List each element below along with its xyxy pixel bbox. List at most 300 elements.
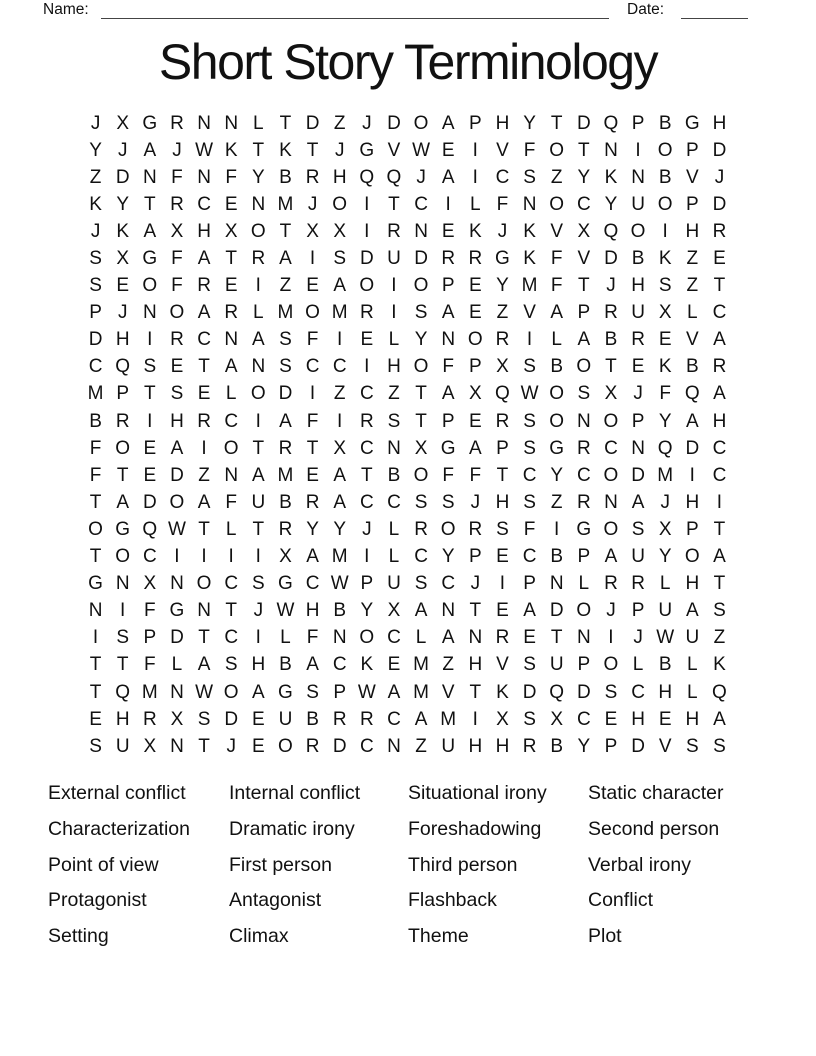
grid-letter: K — [116, 220, 130, 242]
grid-letter: K — [658, 356, 672, 378]
grid-letter: Z — [550, 166, 563, 188]
grid-letter: N — [468, 627, 483, 649]
grid-letter: T — [496, 464, 509, 486]
grid-letter: H — [115, 329, 130, 351]
grid-letter: F — [523, 518, 536, 540]
grid-letter: O — [305, 302, 320, 324]
grid-letter: X — [116, 112, 130, 134]
grid-letter: N — [387, 735, 401, 757]
grid-letter: D — [549, 600, 564, 622]
grid-letter: U — [278, 708, 293, 730]
grid-letter: O — [223, 437, 239, 459]
grid-letter: R — [170, 193, 184, 215]
grid-letter: S — [713, 735, 726, 757]
grid-letter: Z — [686, 275, 699, 297]
grid-letter: C — [712, 437, 727, 459]
grid-letter: B — [279, 166, 292, 188]
grid-letter: R — [441, 248, 456, 270]
grid-letter: O — [169, 302, 185, 324]
grid-letter: X — [143, 573, 157, 595]
grid-letter: R — [305, 491, 320, 513]
grid-letter: A — [441, 112, 455, 134]
grid-letter: E — [197, 383, 211, 405]
grid-letter: L — [578, 573, 590, 595]
grid-letter: J — [633, 383, 643, 405]
grid-letter: E — [387, 654, 401, 676]
grid-letter: C — [197, 329, 211, 351]
grid-letter: T — [605, 356, 617, 378]
grid-letter: N — [251, 193, 266, 215]
grid-letter: D — [142, 491, 157, 513]
grid-letter: N — [441, 600, 456, 622]
grid-letter: G — [684, 112, 700, 134]
grid-letter: O — [467, 329, 483, 351]
grid-letter: O — [413, 275, 429, 297]
grid-letter: R — [495, 329, 510, 351]
grid-letter: E — [306, 275, 319, 297]
grid-letter: Z — [89, 166, 102, 188]
grid-letter: V — [550, 220, 564, 242]
grid-letter: C — [88, 356, 103, 378]
grid-letter: J — [416, 166, 426, 188]
grid-letter: A — [631, 491, 645, 513]
grid-letter: A — [550, 302, 564, 324]
grid-letter: O — [549, 383, 565, 405]
grid-letter: P — [468, 356, 482, 378]
grid-letter: N — [142, 166, 157, 188]
grid-letter: R — [359, 708, 374, 730]
grid-letter: B — [89, 410, 102, 432]
word-list — [0, 776, 816, 966]
grid-letter: Q — [684, 383, 700, 405]
grid-letter: C — [576, 708, 591, 730]
grid-letter: S — [523, 437, 536, 459]
grid-letter: T — [252, 437, 265, 459]
grid-letter: X — [306, 220, 319, 242]
grid-letter: R — [170, 329, 184, 351]
grid-letter: O — [413, 464, 429, 486]
grid-letter: D — [387, 112, 401, 134]
grid-letter: B — [550, 546, 564, 568]
grid-letter: T — [415, 410, 427, 432]
grid-letter: K — [496, 681, 509, 703]
grid-letter: J — [497, 220, 508, 242]
grid-letter: A — [414, 708, 428, 730]
grid-letter: D — [712, 139, 727, 161]
grid-letter: N — [88, 600, 103, 622]
grid-letter: L — [171, 654, 183, 676]
grid-letter: P — [604, 735, 618, 757]
grid-letter: D — [685, 437, 700, 459]
word-list-item: Situational irony — [408, 782, 547, 804]
grid-letter: S — [496, 518, 509, 540]
grid-letter: Q — [386, 166, 402, 188]
grid-letter: S — [333, 248, 347, 270]
grid-letter: N — [604, 139, 618, 161]
grid-letter: X — [279, 546, 292, 568]
grid-letter: L — [388, 546, 400, 568]
grid-letter: O — [576, 600, 592, 622]
grid-letter: Y — [414, 329, 428, 351]
grid-letter: O — [657, 193, 673, 215]
grid-letter: I — [635, 139, 641, 161]
grid-letter: U — [115, 735, 130, 757]
grid-letter: T — [279, 220, 292, 242]
grid-letter: I — [364, 356, 370, 378]
grid-letter: J — [633, 627, 643, 649]
grid-letter: U — [631, 546, 645, 568]
date-label: Date: — [627, 1, 665, 18]
page-title: Short Story Terminology — [158, 34, 658, 90]
grid-letter: S — [523, 410, 536, 432]
grid-letter: E — [360, 329, 374, 351]
grid-letter: U — [549, 654, 564, 676]
grid-letter: D — [604, 248, 618, 270]
grid-letter: T — [225, 600, 237, 622]
grid-letter: B — [604, 329, 618, 351]
grid-letter: P — [685, 518, 699, 540]
grid-letter: O — [88, 518, 103, 540]
grid-letter: R — [197, 275, 211, 297]
grid-letter: M — [521, 275, 538, 297]
word-list-item: Antagonist — [229, 889, 322, 912]
grid-letter: A — [197, 248, 211, 270]
grid-letter: Q — [495, 383, 510, 405]
grid-letter: L — [687, 681, 698, 703]
grid-letter: H — [631, 275, 645, 297]
grid-letter: W — [195, 139, 214, 161]
grid-letter: P — [577, 654, 591, 676]
grid-letter: J — [334, 139, 345, 161]
grid-letter: M — [277, 464, 294, 486]
word-list-column — [48, 776, 190, 955]
grid-letter: O — [359, 275, 375, 297]
grid-letter: N — [170, 735, 184, 757]
grid-letter: Z — [550, 491, 563, 513]
grid-letter: J — [606, 600, 616, 622]
grid-letter: B — [333, 600, 347, 622]
grid-letter: T — [89, 546, 102, 568]
grid-letter: R — [305, 166, 320, 188]
grid-letter: F — [469, 464, 482, 486]
grid-letter: V — [523, 302, 536, 324]
grid-letter: X — [414, 437, 428, 459]
grid-letter: X — [604, 383, 618, 405]
grid-letter: N — [224, 464, 239, 486]
grid-letter: F — [89, 464, 102, 486]
grid-letter: S — [441, 491, 455, 513]
grid-letter: U — [387, 248, 401, 270]
grid-letter: E — [441, 139, 455, 161]
grid-letter: E — [116, 275, 130, 297]
grid-letter: N — [197, 166, 211, 188]
grid-letter: R — [576, 491, 591, 513]
grid-letter: O — [223, 681, 239, 703]
grid-letter: P — [333, 681, 347, 703]
word-list-item: Third person — [408, 853, 518, 876]
grid-letter: R — [359, 302, 374, 324]
grid-letter: S — [685, 735, 699, 757]
grid-letter: T — [89, 681, 102, 703]
grid-letter: P — [631, 600, 645, 622]
grid-letter: A — [279, 248, 292, 270]
grid-letter: Z — [279, 275, 292, 297]
grid-letter: K — [360, 654, 374, 676]
grid-letter: V — [387, 139, 401, 161]
grid-letter: J — [226, 735, 236, 757]
grid-letter: Q — [603, 112, 619, 134]
grid-letter: L — [415, 627, 427, 649]
grid-letter: H — [495, 112, 510, 134]
grid-letter: H — [685, 220, 700, 242]
grid-letter: L — [225, 383, 237, 405]
grid-letter: A — [685, 600, 699, 622]
grid-letter: A — [170, 437, 184, 459]
grid-letter: H — [685, 573, 700, 595]
grid-letter: Q — [603, 220, 619, 242]
grid-letter: M — [141, 681, 158, 703]
grid-letter: E — [143, 464, 157, 486]
grid-letter: O — [549, 139, 565, 161]
grid-letter: T — [89, 654, 102, 676]
grid-letter: H — [305, 600, 320, 622]
grid-letter: E — [631, 356, 645, 378]
grid-letter: L — [687, 302, 698, 324]
grid-letter: S — [279, 356, 292, 378]
grid-letter: A — [279, 410, 292, 432]
grid-letter: S — [279, 329, 292, 351]
grid-letter: P — [577, 302, 591, 324]
word-list-item: Foreshadowing — [408, 817, 542, 840]
grid-letter: O — [684, 546, 700, 568]
grid-letter: F — [171, 248, 183, 270]
grid-letter: O — [603, 410, 619, 432]
grid-letter: U — [631, 302, 645, 324]
grid-letter: O — [657, 139, 673, 161]
grid-letter: O — [413, 112, 429, 134]
grid-letter: A — [604, 546, 618, 568]
grid-letter: U — [441, 735, 456, 757]
grid-letter: B — [658, 654, 672, 676]
word-list-item: Second person — [588, 817, 720, 840]
grid-letter: A — [685, 410, 699, 432]
grid-letter: C — [522, 464, 537, 486]
word-list-column — [408, 776, 547, 955]
grid-letter: A — [441, 166, 455, 188]
grid-letter: I — [228, 546, 234, 568]
grid-letter: G — [576, 518, 592, 540]
grid-letter: G — [549, 437, 565, 459]
grid-letter: D — [522, 681, 537, 703]
grid-letter: U — [387, 573, 401, 595]
grid-letter: A — [333, 275, 347, 297]
grid-letter: I — [364, 546, 370, 568]
grid-letter: C — [305, 573, 320, 595]
grid-letter: G — [142, 248, 158, 270]
grid-letter: Q — [142, 518, 158, 540]
grid-letter: Y — [658, 410, 672, 432]
grid-letter: E — [658, 708, 672, 730]
grid-letter: T — [116, 464, 129, 486]
grid-letter: I — [499, 573, 506, 595]
grid-letter: H — [387, 356, 401, 378]
grid-letter: R — [224, 302, 239, 324]
grid-letter: W — [357, 681, 376, 703]
grid-letter: C — [359, 491, 374, 513]
grid-letter: C — [414, 546, 428, 568]
grid-letter: X — [496, 708, 509, 730]
grid-letter: D — [359, 248, 374, 270]
grid-letter: I — [391, 302, 397, 324]
grid-letter: X — [550, 708, 564, 730]
grid-letter: A — [713, 708, 726, 730]
grid-letter: J — [470, 491, 481, 513]
grid-letter: Y — [441, 546, 455, 568]
grid-letter: H — [468, 735, 483, 757]
grid-letter: R — [604, 573, 618, 595]
grid-letter: N — [142, 302, 157, 324]
grid-letter: I — [147, 410, 153, 432]
grid-letter: G — [278, 681, 293, 703]
grid-letter: Q — [115, 681, 131, 703]
grid-letter: N — [631, 166, 645, 188]
grid-letter: F — [225, 491, 237, 513]
grid-letter: I — [608, 627, 614, 649]
grid-letter: S — [143, 356, 157, 378]
grid-letter: R — [576, 437, 591, 459]
grid-letter: B — [279, 654, 292, 676]
grid-letter: L — [659, 573, 671, 595]
grid-letter: T — [252, 518, 265, 540]
grid-letter: A — [441, 302, 455, 324]
grid-letter: T — [361, 464, 373, 486]
grid-letter: T — [415, 383, 427, 405]
grid-letter: E — [713, 248, 726, 270]
grid-letter: Q — [549, 681, 565, 703]
grid-letter: R — [468, 248, 483, 270]
grid-letter: E — [224, 275, 238, 297]
grid-letter: A — [414, 600, 428, 622]
grid-letter: Y — [306, 518, 319, 540]
grid-letter: I — [445, 193, 451, 215]
grid-letter: D — [305, 112, 320, 134]
grid-letter: T — [550, 112, 563, 134]
grid-letter: G — [115, 518, 131, 540]
grid-letter: S — [306, 681, 319, 703]
grid-letter: M — [657, 464, 674, 486]
grid-letter: K — [89, 193, 102, 215]
grid-letter: I — [255, 627, 261, 649]
word-list-item: Setting — [48, 925, 109, 947]
grid-letter: J — [307, 193, 318, 215]
grid-letter: C — [387, 491, 401, 513]
grid-letter: A — [523, 600, 536, 622]
grid-letter: P — [631, 410, 645, 432]
grid-letter: R — [278, 518, 293, 540]
grid-letter: V — [685, 329, 699, 351]
grid-letter: P — [685, 139, 699, 161]
grid-letter: K — [279, 139, 292, 161]
grid-letter: Y — [550, 464, 564, 486]
grid-letter: J — [660, 491, 670, 513]
grid-letter: R — [604, 302, 618, 324]
grid-letter: F — [171, 275, 183, 297]
grid-letter: Q — [712, 681, 727, 703]
grid-letter: K — [523, 248, 536, 270]
grid-letter: A — [116, 491, 130, 513]
grid-letter: L — [470, 193, 481, 215]
grid-letter: F — [225, 166, 237, 188]
grid-letter: R — [251, 248, 266, 270]
grid-letter: L — [687, 654, 698, 676]
grid-letter: W — [276, 600, 295, 622]
grid-letter: F — [306, 329, 319, 351]
grid-letter: R — [712, 356, 727, 378]
grid-letter: S — [523, 654, 536, 676]
grid-letter: S — [414, 302, 428, 324]
grid-letter: E — [658, 329, 672, 351]
grid-letter: H — [197, 220, 211, 242]
grid-letter: X — [577, 220, 591, 242]
grid-letter: R — [712, 220, 727, 242]
grid-letter: A — [143, 220, 157, 242]
grid-letter: L — [253, 302, 264, 324]
grid-letter: N — [332, 627, 347, 649]
grid-letter: B — [685, 356, 699, 378]
grid-letter: R — [359, 410, 374, 432]
grid-letter: X — [170, 708, 184, 730]
grid-letter: C — [359, 437, 374, 459]
grid-letter: F — [171, 166, 183, 188]
grid-letter: F — [306, 410, 319, 432]
grid-letter: W — [412, 139, 431, 161]
word-list-item: Characterization — [48, 817, 190, 840]
grid-letter: Z — [333, 383, 346, 405]
grid-letter: Y — [116, 193, 130, 215]
grid-letter: M — [331, 546, 348, 568]
word-list-item: Plot — [588, 925, 622, 947]
grid-letter: S — [658, 275, 672, 297]
grid-letter: U — [631, 193, 645, 215]
grid-letter: A — [197, 491, 211, 513]
grid-letter: Y — [577, 166, 591, 188]
grid-letter: N — [576, 627, 591, 649]
grid-letter: P — [116, 383, 130, 405]
grid-letter: O — [250, 220, 266, 242]
grid-letter: S — [414, 491, 428, 513]
grid-letter: A — [143, 139, 157, 161]
grid-letter: C — [224, 573, 239, 595]
grid-letter: P — [577, 546, 591, 568]
grid-letter: T — [578, 275, 590, 297]
grid-letter: S — [713, 600, 726, 622]
grid-letter: C — [387, 708, 401, 730]
grid-letter: T — [578, 139, 590, 161]
grid-letter: V — [685, 166, 699, 188]
grid-letter: A — [333, 464, 347, 486]
grid-letter: N — [414, 220, 428, 242]
grid-letter: T — [279, 112, 292, 134]
grid-letter: Z — [442, 654, 454, 676]
word-list-item: External conflict — [48, 782, 186, 804]
grid-letter: M — [277, 193, 294, 215]
grid-letter: Y — [658, 546, 672, 568]
grid-letter: I — [472, 139, 478, 161]
grid-letter: T — [713, 573, 726, 595]
grid-letter: C — [359, 383, 374, 405]
grid-letter: R — [387, 220, 401, 242]
grid-letter: S — [631, 518, 645, 540]
